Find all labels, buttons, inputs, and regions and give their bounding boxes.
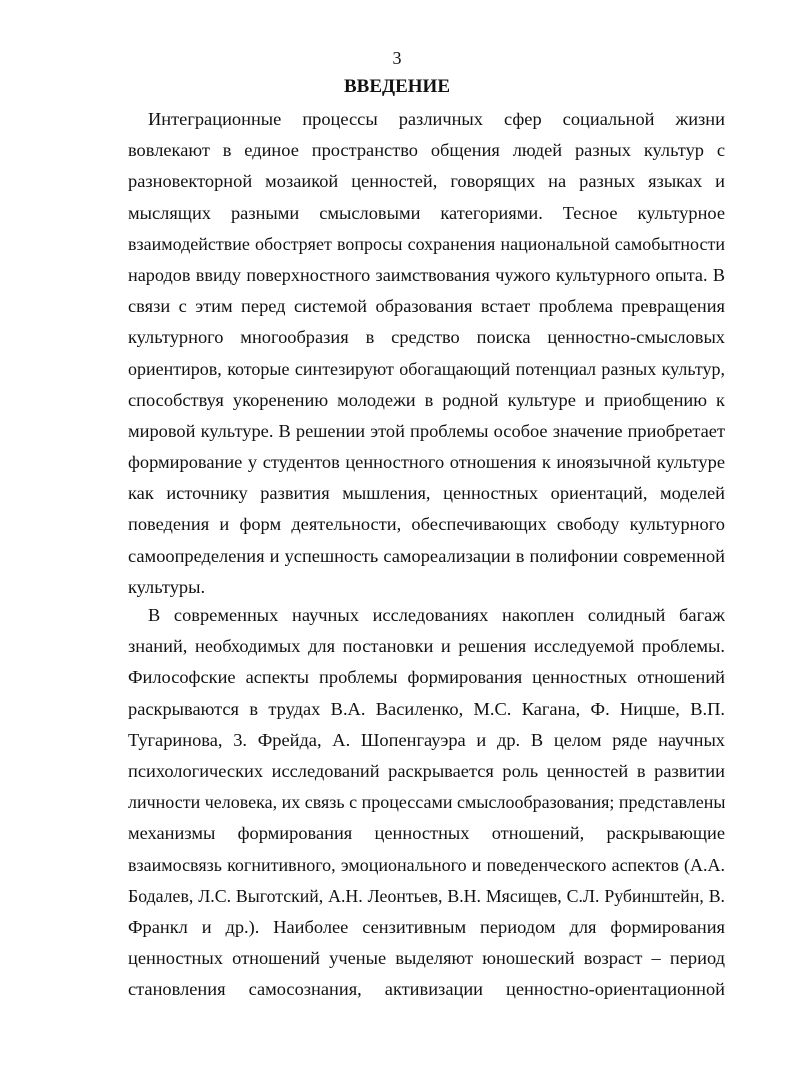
text-line: психологических исследований раскрывается роль ценностей в развитии [128, 760, 725, 781]
text-line: поведения и форм деятельности, обеспечивающих свободу культурного [128, 514, 725, 535]
text-line: механизмы формирования ценностных отношений, раскрывающие [128, 823, 725, 844]
text-line: культуры. [128, 576, 206, 597]
text-line: мыслящих разными смысловыми категориями. Тесное культурное [128, 202, 725, 223]
text-line: становления самосознания, активизации ценностно-ориентационной [128, 979, 725, 1000]
text-line: способствуя укоренению молодежи в родной культуре и приобщению к [128, 389, 725, 410]
text-line: В современных научных исследованиях накоплен солидный багаж [148, 605, 725, 625]
text-line: формирование у студентов ценностного отношения к иноязычной культуре [128, 452, 725, 473]
text-line: Тугаринова, 3. Фрейда, А. Шопенгауэра и др. В целом ряде научных [128, 729, 725, 750]
text-line: вовлекают в единое пространство общения людей разных культур с [128, 140, 725, 161]
text-line: народов ввиду поверхностного заимствования чужого культурного опыта. В [128, 264, 725, 285]
text-line: культурного многообразия в средство поиска ценностно-смысловых [128, 327, 725, 348]
text-line: ориентиров, которые синтезируют обогащающий потенциал разных культур, [128, 358, 725, 379]
text-line: взаимодействие обостряет вопросы сохранения национальной самобытности [128, 233, 725, 254]
paragraph-1 [128, 104, 725, 603]
text-line: ценностных отношений ученые выделяют юношеский возраст – период [128, 948, 725, 969]
text-line: знаний, необходимых для постановки и решения исследуемой проблемы. [128, 636, 725, 657]
text-line: разновекторной мозаикой ценностей, говорящих на разных языках и [128, 171, 725, 192]
text-line: связи с этим перед системой образования встает проблема превращения [128, 296, 725, 317]
text-line: как источнику развития мышления, ценностных ориентаций, моделей [128, 483, 725, 504]
page-number: 3 [392, 48, 402, 68]
text-line: раскрываются в трудах В.А. Василенко, М.С. Кагана, Ф. Ницше, В.П. [128, 698, 725, 719]
text-line: Интеграционные процессы различных сфер социальной жизни [148, 109, 725, 129]
text-line: личности человека, их связь с процессами смыслообразования; представлены [128, 792, 725, 813]
text-line: мировой культуре. В решении этой проблемы особое значение приобретает [128, 420, 725, 441]
text-line: самоопределения и успешность самореализации в полифонии современной [128, 545, 725, 566]
section-heading: ВВЕДЕНИЕ [344, 76, 450, 97]
paragraph-2 [128, 600, 725, 1005]
text-line: Философские аспекты проблемы формирования ценностных отношений [128, 667, 725, 688]
text-line: Бодалев, Л.С. Выготский, А.Н. Леонтьев, В.Н. Мясищев, С.Л. Рубинштейн, В. [128, 885, 725, 906]
text-line: взаимосвязь когнитивного, эмоционального и поведенческого аспектов (А.А. [128, 854, 725, 875]
text-line: Франкл и др.). Наиболее сензитивным периодом для формирования [128, 916, 725, 937]
